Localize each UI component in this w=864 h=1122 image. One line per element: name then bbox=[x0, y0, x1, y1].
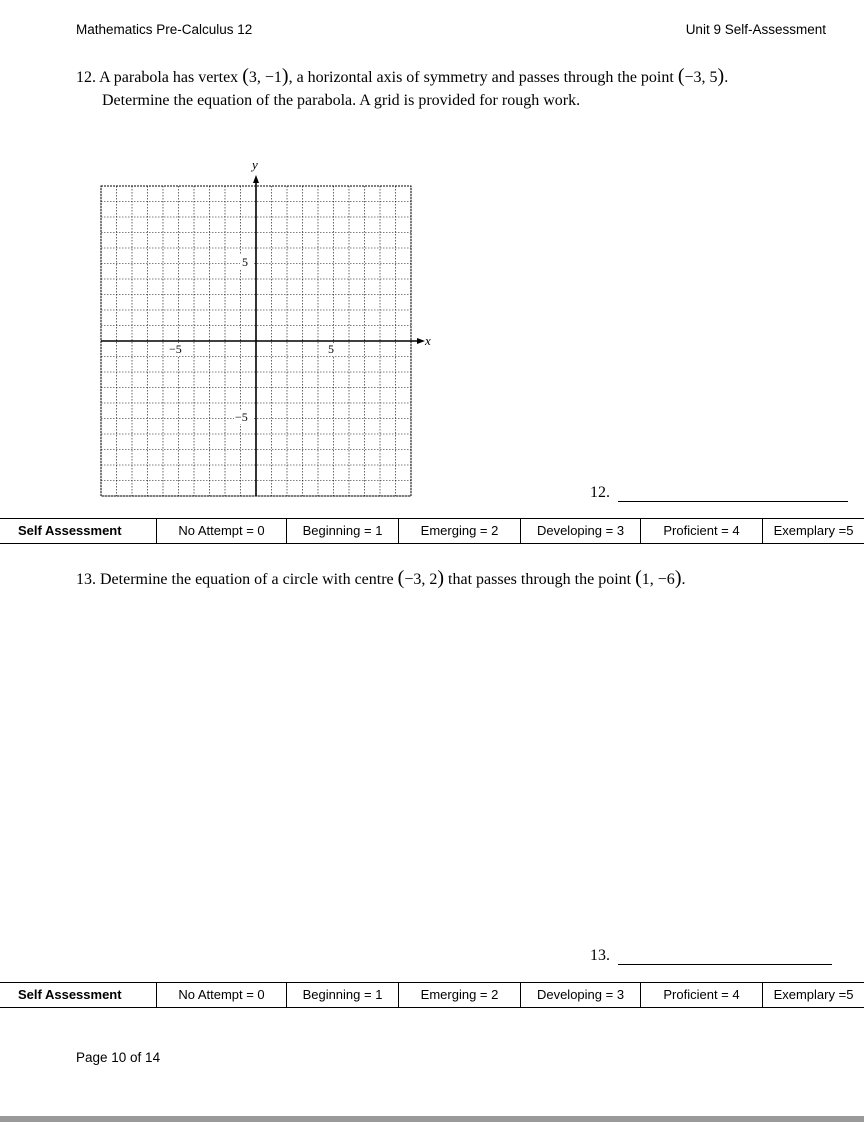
self-assessment-row-13 bbox=[0, 982, 864, 1008]
question-12-text: 12. A parabola has vertex (3, −1), a horizontal axis of symmetry and passes through the point (−3, 5). bbox=[76, 65, 729, 87]
answer-13-blank[interactable] bbox=[618, 964, 832, 965]
question-12-text-a: A parabola has vertex bbox=[99, 69, 239, 86]
question-12-number: 12. bbox=[76, 69, 96, 86]
question-12-point: −3, 5 bbox=[684, 69, 718, 86]
rough-work-grid[interactable] bbox=[95, 152, 435, 507]
header-course-title: Mathematics Pre-Calculus 12 bbox=[76, 22, 253, 37]
option-exemplary[interactable]: Exemplary =5 bbox=[762, 519, 864, 543]
option-exemplary[interactable]: Exemplary =5 bbox=[762, 983, 864, 1007]
question-13-text: 13. Determine the equation of a circle with centre (−3, 2) that passes through the point (1, −6). bbox=[76, 567, 686, 589]
x-axis-arrow-icon bbox=[417, 338, 425, 344]
option-emerging[interactable]: Emerging = 2 bbox=[398, 983, 520, 1007]
question-12-text-b: , a horizontal axis of symmetry and passes through the point bbox=[288, 69, 674, 86]
option-proficient[interactable]: Proficient = 4 bbox=[640, 983, 762, 1007]
option-beginning[interactable]: Beginning = 1 bbox=[286, 519, 398, 543]
option-beginning[interactable]: Beginning = 1 bbox=[286, 983, 398, 1007]
page-number: Page 10 of 14 bbox=[76, 1050, 161, 1065]
option-no-attempt[interactable]: No Attempt = 0 bbox=[156, 983, 286, 1007]
question-13-text-a: Determine the equation of a circle with centre bbox=[100, 571, 394, 588]
tick-label-y-5: 5 bbox=[242, 255, 248, 269]
question-13-centre: −3, 2 bbox=[404, 571, 438, 588]
tick-label-x-neg5: −5 bbox=[169, 342, 182, 356]
option-developing[interactable]: Developing = 3 bbox=[520, 519, 640, 543]
tick-label-x-5: 5 bbox=[328, 342, 334, 356]
bottom-scroll-bar bbox=[0, 1116, 864, 1122]
option-no-attempt[interactable]: No Attempt = 0 bbox=[156, 519, 286, 543]
x-axis-label: x bbox=[425, 333, 431, 348]
self-assessment-row-12 bbox=[0, 518, 864, 544]
question-13-text-b: that passes through the point bbox=[448, 571, 632, 588]
y-axis-arrow-icon bbox=[253, 175, 259, 183]
self-assessment-label: Self Assessment bbox=[18, 987, 122, 1002]
answer-13-label: 13. bbox=[590, 947, 610, 964]
answer-line-13[interactable] bbox=[590, 947, 832, 965]
tick-label-y-neg5: −5 bbox=[235, 410, 248, 424]
y-axis-label: y bbox=[252, 157, 258, 172]
question-13-point: 1, −6 bbox=[641, 571, 675, 588]
answer-12-blank[interactable] bbox=[618, 501, 848, 502]
self-assessment-label: Self Assessment bbox=[18, 523, 122, 538]
question-12-instruction: Determine the equation of the parabola. A grid is provided for rough work. bbox=[102, 92, 581, 109]
coordinate-grid-svg bbox=[95, 152, 435, 502]
option-proficient[interactable]: Proficient = 4 bbox=[640, 519, 762, 543]
question-12-vertex: 3, −1 bbox=[248, 69, 282, 86]
option-developing[interactable]: Developing = 3 bbox=[520, 983, 640, 1007]
header-unit-title: Unit 9 Self-Assessment bbox=[685, 22, 826, 37]
question-13-number: 13. bbox=[76, 571, 96, 588]
option-emerging[interactable]: Emerging = 2 bbox=[398, 519, 520, 543]
answer-12-label: 12. bbox=[590, 484, 610, 501]
answer-line-12[interactable] bbox=[590, 484, 848, 502]
